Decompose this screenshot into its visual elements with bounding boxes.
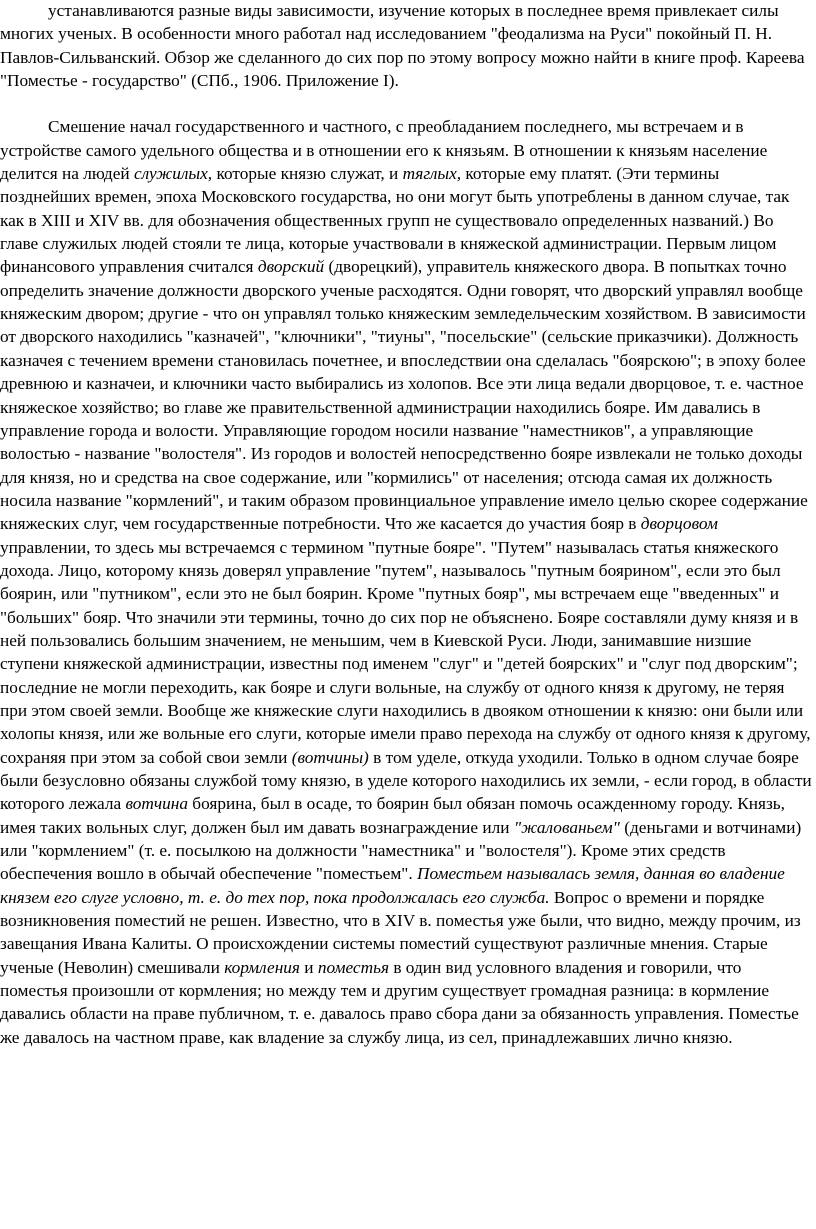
italic-term-dvorsky: дворский <box>257 257 325 277</box>
text-segment: (дворецкий), управитель княжеского двора. В попытках точно определить значение должности дворского ученые расходятся. Одни говорят, что дворский управлял вообще княжеским двором; другие - что он управлял только княжеским земледельческим хозяйством. В зависимости от дворского находились "казначей", "ключники", "тиуны", "посельские" (сельские приказчики). Должность казначея с течением времени становилась почетнее, и впоследствии она сделалась "боярскою"; в эпоху более древнюю и казначеи, и ключники часто выбирались из холопов. Все эти лица ведали дворцовое, т. е. частное княжеское хозяйство; во главе же правительственной администрации находились бояре. Им давались в управление города и волости. Управляющие городом носили название "наместников", а управляющие волостью - название "волостеля". Из городов и волостей непосредственно бояре извлекали не только доходы для князя, но и средства на свое содержание, или "кормились" от населения; отсюда самая их должность носила название "кормлений", и таким образом провинциальное управление имело целью скорее содержание княжеских слуг, чем государственные потребности. Что же касается до участия бояр в <box>0 257 808 534</box>
paragraph-2 <box>0 115 812 1049</box>
paragraph-1 <box>0 0 812 92</box>
text-segment: (деньгами и вотчинами) или "кормлением" (т. е. посылкою на должности "наместника" и "волостеля"). Кроме этих средств обеспечения вошло в обычай обеспечение "поместьем". <box>0 817 802 884</box>
italic-term-pomestya: поместья <box>317 957 389 977</box>
italic-definition-pomestye: Поместьем называлась земля, данная во владение князем его слуге условно, т. е. до тех пор, пока продолжалась его служба. <box>0 864 785 907</box>
text-segment: в один вид условного владения и говорили, что поместья произошли от кормления; но между тем и другим существует громадная разница: в кормление давались области на праве публичном, т. е. давалось право сбора дани за обязанность управления. Поместье же давалось на частном праве, как владение за службу лица, из сел, принадлежавших лично князю. <box>0 957 799 1047</box>
text-segment: боярина, был в осаде, то боярин был обязан помочь осажденному городу. Князь, имея таких вольных слуг, должен был им давать вознаграждение или <box>0 794 785 837</box>
italic-term-kormleniya: кормления <box>224 957 300 977</box>
italic-term-sluzhilykh: служилых, <box>133 164 213 184</box>
text-segment: которые князю служат, и <box>212 164 403 184</box>
text-segment: устанавливаются разные виды зависимости, изучение которых в последнее время привлекает силы многих ученых. В особенности много работал над исследованием "феодализма на Руси" покойный П. Н. Павлов-Сильванский. Обзор же сделанного до сих пор по этому вопросу можно найти в книге проф. Кареева "Поместье - государство" (СПб., 1906. Приложение I). <box>0 1 805 91</box>
italic-term-dvortsovom: дворцовом <box>640 514 718 534</box>
text-segment: управлении, то здесь мы встречаемся с термином "путные бояре". "Путем" называлась статья княжеского дохода. Лицо, которому князь доверял управление "путем", называлось "путным боярином", если это был боярин, или "путником", если это не был боярин. Кроме "путных бояр", мы встречаем еще "введенных" и "больших" бояр. Что значили эти термины, точно до сих пор не объяснено. Бояре составляли думу князя и в ней пользовались большим значением, не меньшим, чем в Киевской Руси. Люди, занимавшие низшие ступени княжеской администрации, известны под именем "слуг" и "детей боярских" и "слуг под дворским"; последние не могли переходить, как бояре и слуги вольные, на службу от одного князя к другому, не теряя при этом своей земли. Вообще же княжеские слуги находились в двояком отношении к князю: они были или холопы князя, или же вольные его слуги, которые имели право перехода на службу от одного князя к другому, сохраняя при этом за собой свои земли <box>0 537 811 767</box>
text-segment: Вопрос о времени и порядке возникновения поместий не решен. Известно, что в XIV в. поместья уже были, что видно, между прочим, из завещания Ивана Калиты. О происхождении системы поместий существуют различные мнения. Старые ученые (Неволин) смешивали <box>0 887 801 977</box>
italic-term-votchina: вотчина <box>125 794 188 814</box>
text-segment: которые ему платят. (Эти термины позднейших времен, эпоха Московского государства, но они могут быть употреблены в данном случае, так как в XIII и XIV вв. для обозначения общественных групп не существовало определенных названий.) Во главе служилых людей стояли те лица, которые участвовали в княжеской администрации. Первым лицом финансового управления считался <box>0 164 790 277</box>
italic-term-zhalovanyem: "жалованьем" <box>513 817 620 837</box>
text-segment: и <box>299 957 318 977</box>
italic-term-votchiny: (вотчины) <box>291 747 369 767</box>
text-segment: Смешение начал государственного и частного, с преобладанием последнего, мы встречаем и в устройстве самого удельного общества и в отношении его к князьям. В отношении к князьям население делится на людей <box>0 117 768 184</box>
italic-term-tyaglykh: тяглых, <box>402 164 462 184</box>
text-segment: в том уделе, откуда уходили. Только в одном случае бояре были безусловно обязаны службой тому князю, в уделе которого находились их земли, - если город, в области которого лежала <box>0 747 812 814</box>
